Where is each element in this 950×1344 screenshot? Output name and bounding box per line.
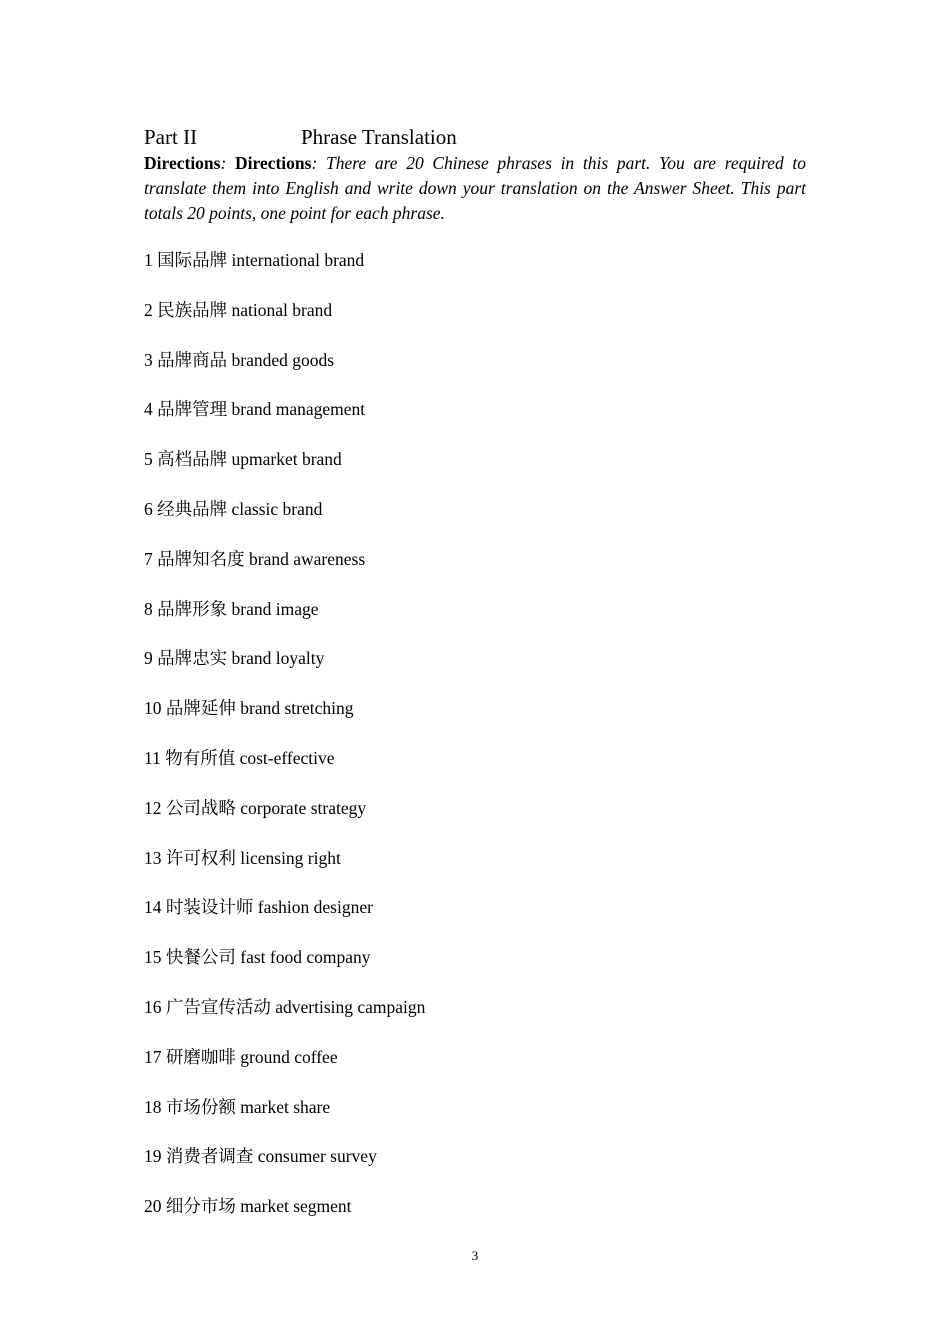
phrase-item (144, 348, 425, 398)
phrase-number: 13 (144, 847, 162, 868)
phrase-chinese: 许可权利 (165, 847, 236, 868)
phrase-item (144, 646, 425, 696)
phrase-number: 16 (144, 996, 162, 1017)
phrase-number: 18 (144, 1096, 162, 1117)
directions-label-2: Directions (234, 153, 312, 173)
phrase-chinese: 品牌忠实 (157, 648, 228, 669)
phrase-item (144, 447, 425, 497)
phrase-chinese: 品牌管理 (157, 399, 228, 420)
phrase-english: consumer survey (257, 1146, 377, 1167)
phrase-number: 11 (144, 747, 161, 768)
phrase-number: 9 (144, 648, 153, 669)
phrase-number: 6 (144, 498, 153, 519)
phrase-english: licensing right (240, 847, 341, 868)
page-number: 3 (471, 1248, 479, 1263)
phrase-english: upmarket brand (231, 449, 342, 470)
phrase-english: national brand (231, 299, 333, 320)
phrase-chinese: 消费者调查 (165, 1146, 254, 1167)
phrase-english: international brand (231, 250, 365, 270)
phrase-chinese: 高档品牌 (157, 449, 228, 470)
phrase-item (144, 597, 425, 647)
phrase-item (144, 397, 425, 447)
phrase-chinese: 品牌商品 (157, 349, 228, 370)
phrase-list (144, 248, 425, 1244)
phrase-item (144, 1045, 425, 1095)
phrase-item (144, 746, 425, 796)
phrase-item (144, 497, 425, 547)
phrase-chinese: 细分市场 (165, 1196, 236, 1217)
phrase-chinese: 民族品牌 (157, 299, 228, 320)
phrase-english: brand image (231, 598, 319, 619)
part-label: Part II (144, 125, 198, 149)
phrase-chinese: 物有所值 (165, 747, 236, 768)
phrase-number: 1 (144, 250, 153, 270)
phrase-number: 20 (144, 1196, 162, 1217)
phrase-number: 7 (144, 548, 153, 569)
phrase-chinese: 品牌知名度 (157, 548, 245, 569)
directions-text: : There are 20 Chinese phrases in this part. You are required to translate them into English and write down your translation on the Answer Sheet. This part totals 20 points, one point for each phrase. (144, 153, 807, 223)
directions-label-1: Directions (144, 153, 221, 173)
phrase-english: corporate strategy (240, 797, 367, 818)
page-body (144, 124, 806, 226)
phrase-english: ground coffee (240, 1046, 338, 1067)
directions-paragraph (144, 151, 806, 226)
phrase-chinese: 经典品牌 (157, 498, 228, 519)
phrase-chinese: 研磨咖啡 (165, 1046, 236, 1067)
phrase-english: branded goods (231, 349, 335, 370)
section-title: Phrase Translation (301, 125, 457, 149)
phrase-english: market share (240, 1096, 331, 1117)
phrase-english: brand awareness (249, 548, 366, 569)
phrase-number: 19 (144, 1146, 162, 1167)
phrase-item (144, 696, 425, 746)
phrase-english: brand loyalty (231, 648, 325, 669)
phrase-chinese: 国际品牌 (157, 250, 228, 270)
phrase-number: 10 (144, 698, 162, 719)
phrase-item (144, 1095, 425, 1145)
phrase-english: classic brand (231, 498, 323, 519)
phrase-english: brand stretching (240, 698, 354, 719)
phrase-item (144, 1144, 425, 1194)
phrase-number: 5 (144, 449, 153, 470)
phrase-chinese: 品牌形象 (157, 598, 228, 619)
phrase-english: brand management (231, 399, 366, 420)
phrase-english: cost-effective (239, 747, 335, 768)
phrase-item (144, 547, 425, 597)
phrase-chinese: 品牌延伸 (165, 698, 236, 719)
directions-separator: : (220, 153, 235, 173)
phrase-chinese: 时装设计师 (165, 897, 254, 918)
phrase-item (144, 995, 425, 1045)
phrase-number: 17 (144, 1046, 162, 1067)
phrase-item (144, 1194, 425, 1244)
phrase-item (144, 846, 425, 896)
phrase-chinese: 快餐公司 (165, 947, 236, 968)
phrase-chinese: 公司战略 (165, 797, 236, 818)
phrase-number: 2 (144, 299, 153, 320)
phrase-number: 8 (144, 598, 153, 619)
phrase-item (144, 945, 425, 995)
phrase-chinese: 市场份额 (165, 1096, 236, 1117)
phrase-number: 14 (144, 897, 162, 918)
phrase-english: fashion designer (257, 897, 373, 918)
phrase-english: market segment (240, 1196, 352, 1217)
phrase-number: 4 (144, 399, 153, 420)
phrase-number: 15 (144, 947, 162, 968)
phrase-chinese: 广告宣传活动 (165, 996, 271, 1017)
phrase-english: advertising campaign (275, 996, 426, 1017)
phrase-item (144, 895, 425, 945)
phrase-item (144, 248, 425, 298)
phrase-item (144, 298, 425, 348)
section-heading (144, 124, 806, 150)
phrase-number: 3 (144, 349, 153, 370)
phrase-number: 12 (144, 797, 162, 818)
phrase-item (144, 796, 425, 846)
phrase-english: fast food company (240, 947, 371, 968)
